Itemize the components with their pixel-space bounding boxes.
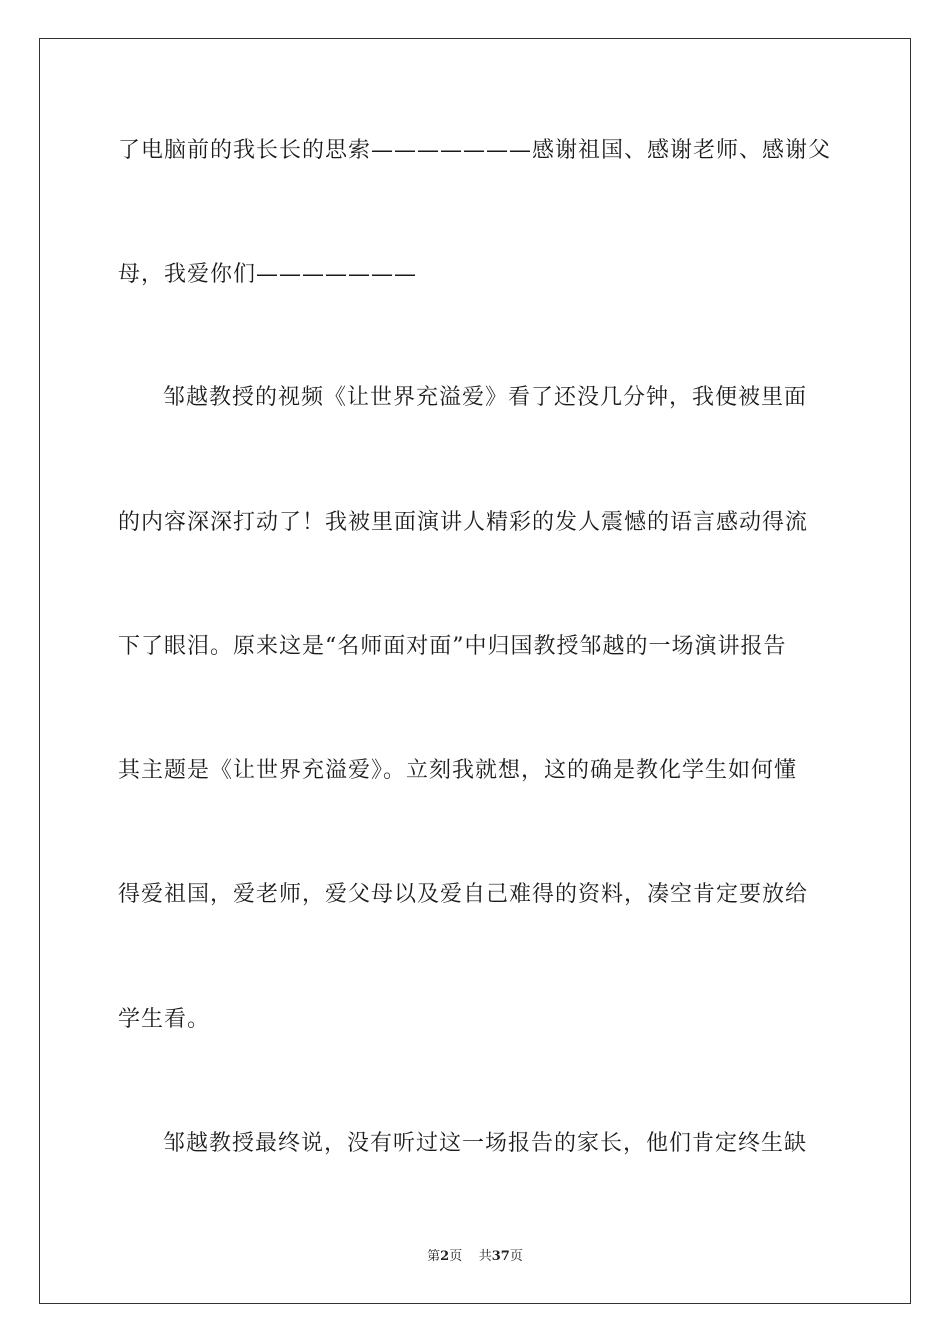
paragraph-first-line: 邹越教授最终说，没有听过这一场报告的家长，他们肯定终生缺 xyxy=(163,1131,808,1156)
page-number: 2 xyxy=(440,1249,450,1264)
page-footer xyxy=(0,1248,950,1266)
total-prefix: 共 xyxy=(478,1249,492,1264)
text-line: 其主题是《让世界充溢爱》。立刻我就想，这的确是教化学生如何懂 xyxy=(118,758,798,783)
total-pages: 37 xyxy=(491,1249,510,1264)
page-border xyxy=(39,38,911,1304)
text-line: 母，我爱你们——————— xyxy=(118,262,418,287)
paragraph-first-line: 邹越教授的视频《让世界充溢爱》看了还没几分钟，我便被里面 xyxy=(163,385,808,410)
total-suffix: 页 xyxy=(509,1249,523,1264)
text-line: 了电脑前的我长长的思索———————感谢祖国、感谢老师、感谢父 xyxy=(118,138,832,163)
text-line: 下了眼泪。原来这是“名师面对面”中归国教授邹越的一场演讲报告 xyxy=(118,634,787,659)
text-line: 学生看。 xyxy=(118,1007,211,1032)
text-line: 的内容深深打动了！我被里面演讲人精彩的发人震憾的语言感动得流 xyxy=(118,510,809,535)
text-line: 得爱祖国，爱老师，爱父母以及爱自己难得的资料，凑空肯定要放给 xyxy=(118,882,809,907)
page-suffix: 页 xyxy=(449,1249,463,1264)
page-prefix: 第 xyxy=(427,1249,441,1264)
